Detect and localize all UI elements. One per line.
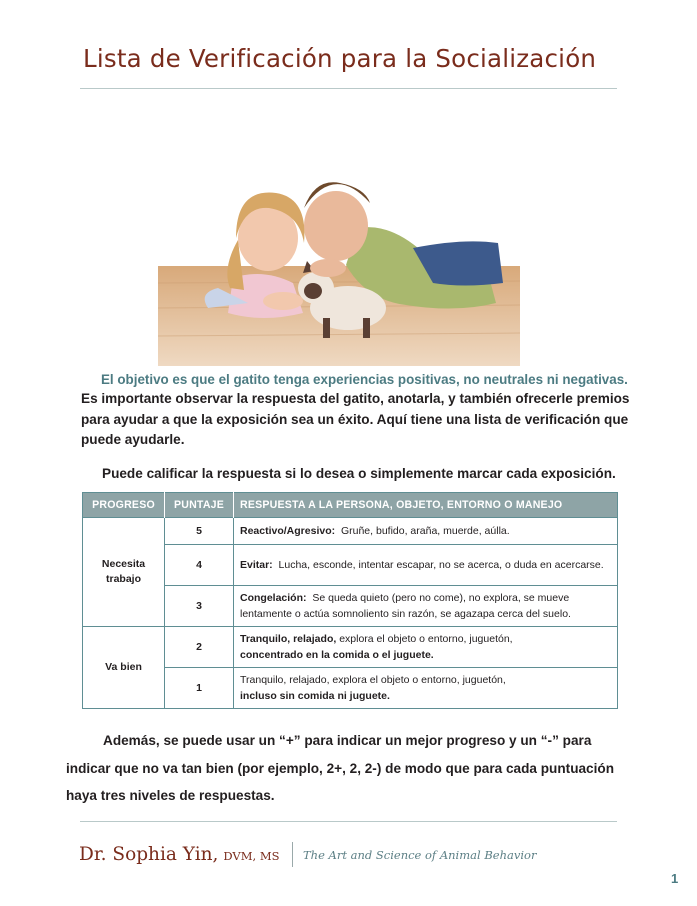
- children-kitten-photo: [158, 168, 520, 366]
- table-row: [83, 518, 618, 545]
- score-cell: 1: [165, 668, 234, 709]
- response-description: Reactivo/Agresivo: Gruñe, bufido, araña, muerde, aúlla.: [234, 518, 618, 545]
- score-cell: 5: [165, 518, 234, 545]
- page-number: 1: [671, 871, 679, 886]
- table-header-row: [83, 493, 618, 518]
- author-name: Dr. Sophia Yin, DVM, MS: [79, 844, 280, 865]
- footer-divider: [80, 821, 617, 822]
- header-respuesta: RESPUESTA A LA PERSONA, OBJETO, ENTORNO O MANEJO: [234, 493, 618, 518]
- closing-paragraph: Además, se puede usar un “+” para indicar un mejor progreso y un “-” para indicar que no va tan bien (por ejemplo, 2+, 2, 2-) de modo que para cada puntuación haya tres niveles de respuestas.: [66, 733, 614, 803]
- response-description: Congelación: Se queda quieto (pero no come), no explora, se mueve lentamente o actúa somnoliento sin razón, se agazapa cerca del suelo.: [234, 586, 618, 627]
- footer-separator: [292, 842, 293, 867]
- rating-note: Puede calificar la respuesta si lo desea o simplemente marcar cada exposición.: [102, 466, 616, 481]
- response-description: Evitar: Lucha, esconde, intentar escapar, no se acerca, o duda en acercarse.: [234, 545, 618, 586]
- header-progreso: PROGRESO: [83, 493, 165, 518]
- response-description: Tranquilo, relajado, explora el objeto o entorno, juguetón, incluso sin comida ni juguete.: [234, 668, 618, 709]
- progress-level-needs-work: Necesita trabajo: [83, 518, 165, 627]
- score-cell: 2: [165, 627, 234, 668]
- score-cell: 4: [165, 545, 234, 586]
- header-divider: [80, 88, 617, 89]
- header-puntaje: PUNTAJE: [165, 493, 234, 518]
- author-credentials: DVM, MS: [223, 849, 280, 863]
- response-description: Tranquilo, relajado, explora el objeto o entorno, juguetón, concentrado en la comida o el juguete.: [234, 627, 618, 668]
- score-cell: 3: [165, 586, 234, 627]
- footer-tagline: The Art and Science of Animal Behavior: [303, 848, 537, 862]
- page-title: Lista de Verificación para la Socialización: [83, 44, 597, 73]
- progress-scoring-table: [82, 492, 618, 709]
- progress-level-going-well: Va bien: [83, 627, 165, 709]
- table-row: [83, 627, 618, 668]
- lead-statement: El objetivo es que el gatito tenga experiencias positivas, no neutrales ni negativas.: [101, 372, 628, 387]
- intro-paragraph: Es importante observar la respuesta del gatito, anotarla, y también ofrecerle premios para ayudar a que la exposición sea un éxito. Aquí tiene una lista de verificación que puede ayudarle.: [81, 391, 630, 447]
